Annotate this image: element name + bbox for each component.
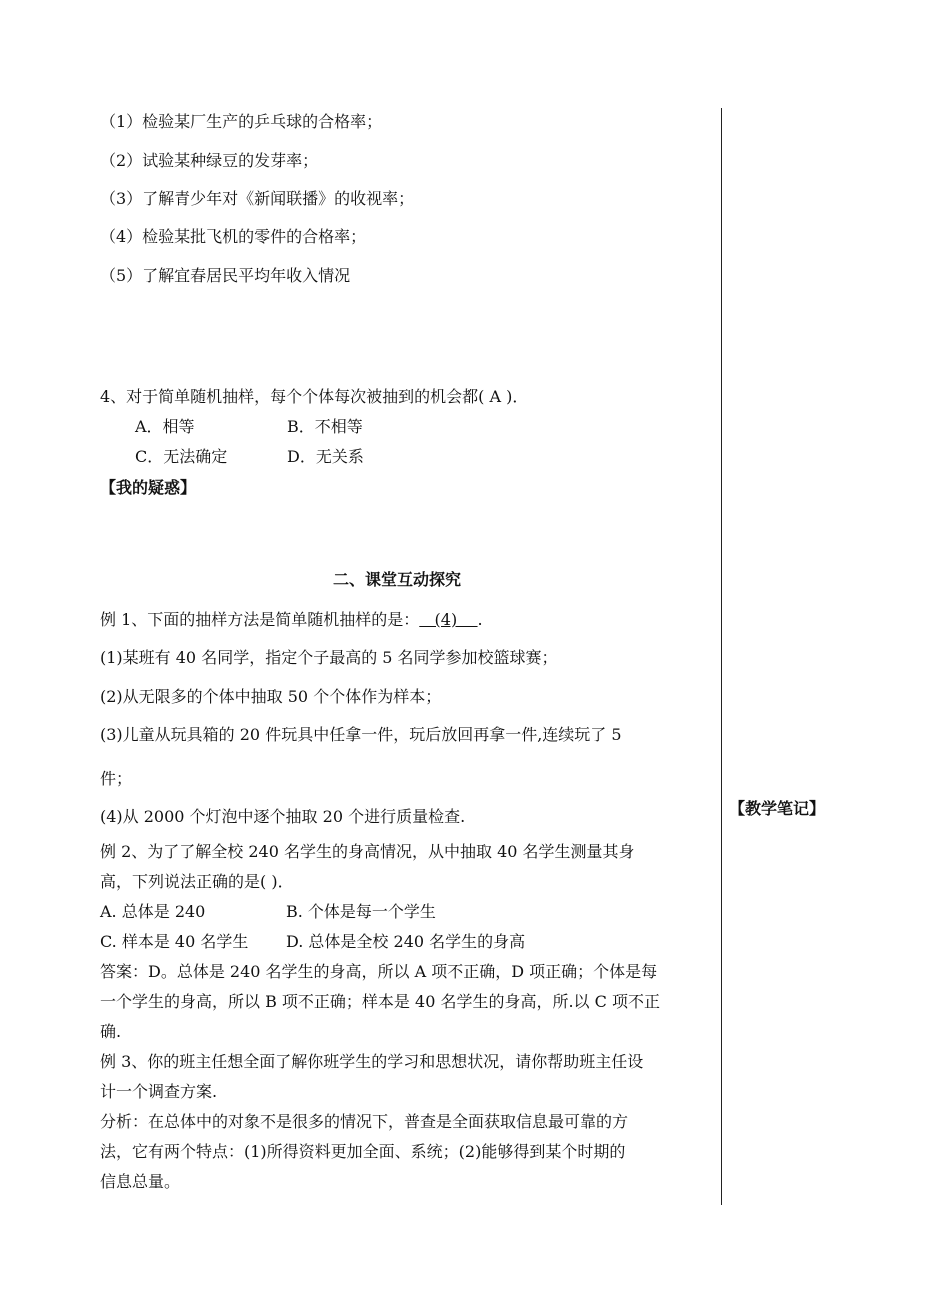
example-1-item-4: (4)从 2000 个灯泡中逐个抽取 20 个进行质量检查. [100,807,466,826]
example-2-line-1: 例 2、为了了解全校 240 名学生的身高情况，从中抽取 40 名学生测量其身 [100,842,635,861]
question-4-option-d: D．无关系 [287,447,364,466]
example-1-stem [100,609,483,631]
example-2-option-c: C. 样本是 40 名学生 [100,932,249,951]
example-2-option-a: A. 总体是 240 [100,902,206,921]
column-divider [721,108,722,1205]
example-3-line-2: 计一个调查方案. [100,1082,218,1101]
example-3-line-1: 例 3、你的班主任想全面了解你班学生的学习和思想状况，请你帮助班主任设 [100,1052,644,1071]
example-2-answer-line-1: 答案：D。总体是 240 名学生的身高，所以 A 项不正确，D 项正确；个体是每 [100,962,658,981]
example-1-end: . [477,610,483,629]
intro-item-2: （2）试验某种绿豆的发芽率； [100,151,319,170]
example-2-option-d: D. 总体是全校 240 名学生的身高 [286,932,526,951]
analysis-line-2: 法，它有两个特点：(1)所得资料更加全面、系统；(2)能够得到某个时期的 [100,1142,626,1161]
question-4-option-c: C．无法确定 [135,447,228,466]
example-1-item-2: (2)从无限多的个体中抽取 50 个个体作为样本； [100,687,442,706]
example-1-item-1: (1)某班有 40 名同学，指定个子最高的 5 名同学参加校篮球赛； [100,648,558,667]
section-title: 二、课堂互动探究 [333,570,462,589]
question-4-option-b: B．不相等 [287,417,363,436]
teaching-notes-heading: 【教学笔记】 [729,799,826,818]
example-2-line-2: 高，下列说法正确的是( )． [100,872,294,891]
intro-item-4: （4）检验某批飞机的零件的合格率； [100,227,367,246]
intro-item-5: （5）了解宜春居民平均年收入情况 [100,266,351,285]
analysis-line-1: 分析：在总体中的对象不是很多的情况下，普查是全面获取信息最可靠的方 [100,1112,629,1131]
intro-item-3: （3）了解青少年对《新闻联播》的收视率； [100,189,415,208]
example-1-answer: (4) [419,610,478,629]
example-2-option-b: B. 个体是每一个学生 [286,902,436,921]
example-1-item-3: (3)儿童从玩具箱的 20 件玩具中任拿一件，玩后放回再拿一件,连续玩了 5 [100,725,622,744]
doubt-heading: 【我的疑惑】 [100,478,197,497]
example-1-stem-text: 例 1、下面的抽样方法是简单随机抽样的是： [100,610,420,629]
example-1-item-3-cont: 件； [100,769,133,788]
example-2-answer-line-2: 一个学生的身高，所以 B 项不正确；样本是 40 名学生的身高，所.以 C 项不正 [100,992,660,1011]
question-4-option-a: A．相等 [135,417,195,436]
intro-item-1: （1）检验某厂生产的乒乓球的合格率； [100,112,383,131]
example-2-answer-line-3: 确. [100,1022,122,1041]
analysis-line-3: 信息总量。 [100,1172,181,1191]
question-4-stem: 4、对于简单随机抽样，每个个体每次被抽到的机会都( A )． [100,387,529,406]
